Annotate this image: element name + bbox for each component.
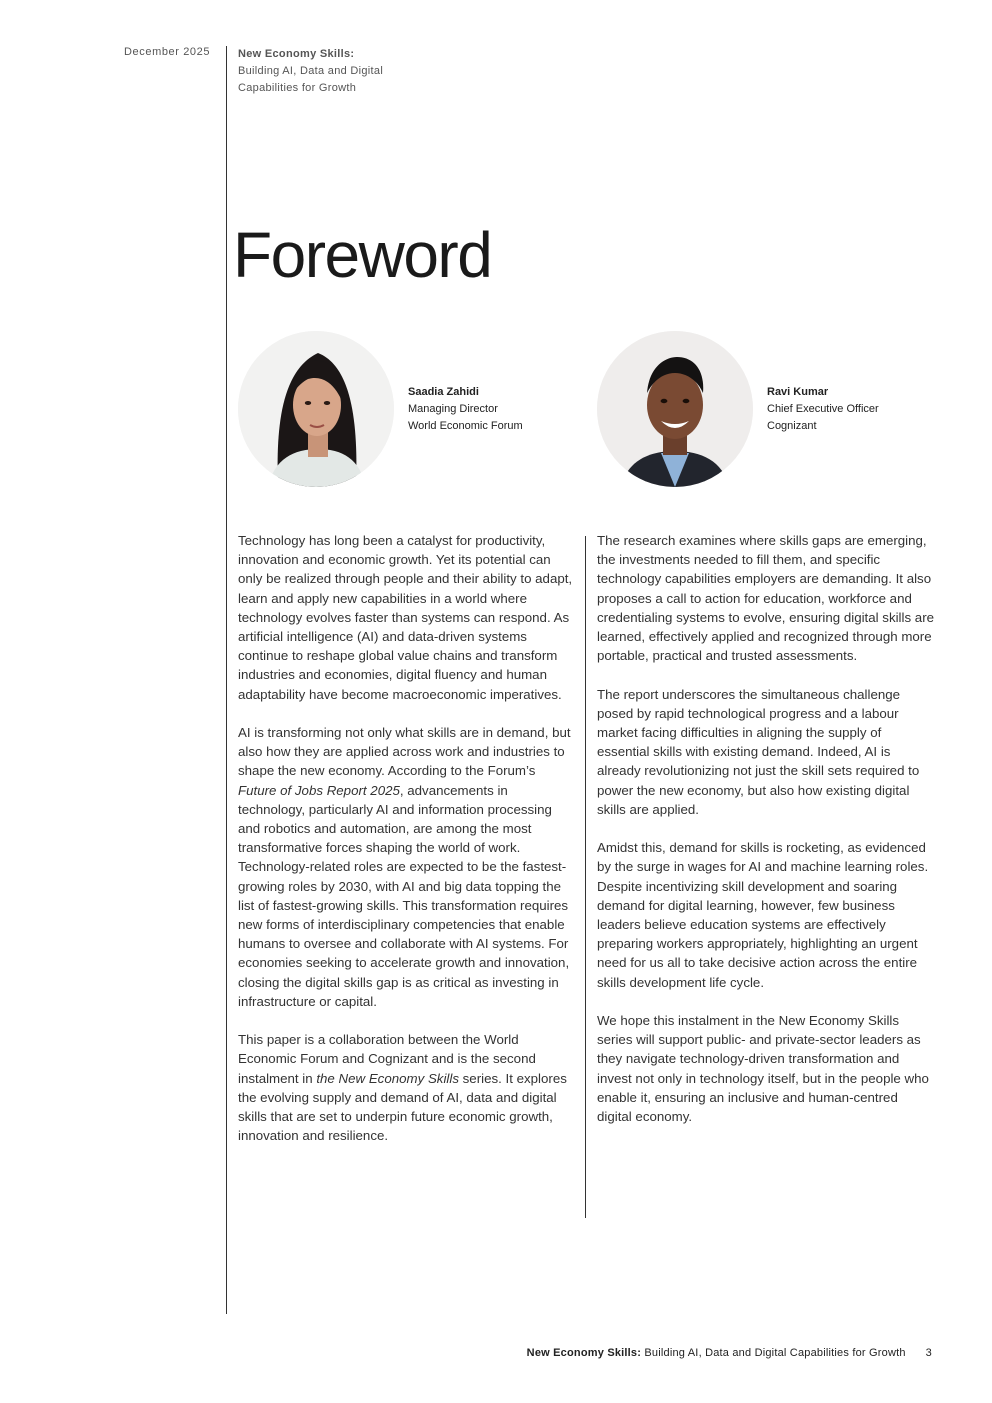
footer-title: Building AI, Data and Digital Capabilities for Growth [641, 1347, 906, 1359]
paragraph-text: series. It explores the evolving supply and demand of AI, data and digital skills that are set to underpin future economic growth, innovation and resilience. [238, 1070, 567, 1144]
header-title-line3: Capabilities for Growth [238, 82, 357, 94]
portrait-photo-icon [238, 331, 394, 487]
page-title: Foreword [233, 219, 492, 291]
author-ravi-kumar [767, 384, 879, 435]
header-title-line1: New Economy Skills: [238, 48, 355, 60]
paragraph: Technology has long been a catalyst for productivity, innovation and economic growth. Yet its potential can only be realized through people and their ability to adapt, learn and apply new capabilities in a world where technology evolves faster than systems can respond. As artificial intelligence (AI) and data-driven systems continue to reshape global value chains and transform industries and economies, digital fluency and human adaptability have become macroeconomic imperatives. [238, 533, 573, 702]
body-column-right [597, 531, 935, 1145]
author-portrait-ravi-kumar [597, 331, 753, 487]
paragraph: The report underscores the simultaneous challenge posed by rapid technological progress and a labour market facing difficulties in aligning the supply of essential skills with existing demand. Indeed, AI is already revolutionizing not just the skill sets required to power the new economy, but also how existing digital skills are applied. [597, 686, 920, 817]
series-reference: the New Economy Skills [316, 1070, 459, 1086]
paragraph [238, 1030, 576, 1145]
left-rule [226, 46, 227, 1314]
paragraph: Amidst this, demand for skills is rocketing, as evidenced by the surge in wages for AI and machine learning roles. Despite incentivizing skill development and soaring demand for digital learning, however, few business leaders believe education systems are effectively preparing workers appropriately, highlighting an urgent need for us all to take decisive action across the entire skills development life cycle. [597, 840, 929, 990]
paragraph: We hope this instalment in the New Economy Skills series will support public- and private-sector leaders as they navigate technology-driven transformation and invest not only in technology itself, but in the people who enable it, ensuring an inclusive and human-centred digital economy. [597, 1013, 929, 1125]
header-report-title [238, 46, 383, 97]
author-name: Ravi Kumar [767, 386, 829, 398]
author-role: Managing Director [408, 403, 498, 415]
paragraph-text: AI is transforming not only what skills are in demand, but also how they are applied across work and industries to shape the new economy. According to the Forum’s [238, 725, 571, 779]
paragraph: The research examines where skills gaps are emerging, the investments needed to fill them, and specific technology capabilities employers are demanding. It also proposes a call to action for education, workforce and credentialing systems to evolve, ensuring digital skills are learned, effectively applied and recognized through more portable, practical and trusted assessments. [597, 533, 935, 664]
page-number: 3 [925, 1347, 932, 1359]
body-column-left [238, 531, 576, 1165]
author-saadia-zahidi [408, 384, 523, 435]
author-org: World Economic Forum [408, 420, 523, 432]
paragraph-text: This paper is a collaboration between the World Economic Forum and Cognizant and is the second instalment in [238, 1032, 536, 1086]
header-date: December 2025 [124, 46, 211, 58]
report-reference: Future of Jobs Report 2025 [238, 782, 400, 798]
paragraph [238, 723, 576, 1011]
footer-title-bold: New Economy Skills: [526, 1347, 642, 1359]
author-role: Chief Executive Officer [767, 403, 879, 415]
author-org: Cognizant [767, 420, 817, 432]
column-divider [585, 536, 586, 1218]
author-name: Saadia Zahidi [408, 386, 479, 398]
paragraph-text: , advancements in technology, particularly AI and information processing and robotics and automation, are among the most transformative forces shaping the world of work. Technology-related roles are expected to be the fastest-growing roles by 2030, with AI and big data topping the list of fastest-growing skills. This transformation requires new forms of interdisciplinary competencies that enable humans to oversee and collaborate with AI systems. For economies seeking to accelerate growth and innovation, closing the digital skills gap is as critical as investing in infrastructure or capital. [238, 782, 570, 1009]
author-portrait-saadia-zahidi [238, 331, 394, 487]
page-footer [527, 1347, 932, 1359]
portrait-photo-icon [597, 331, 753, 487]
header-title-line2: Building AI, Data and Digital [238, 65, 384, 77]
